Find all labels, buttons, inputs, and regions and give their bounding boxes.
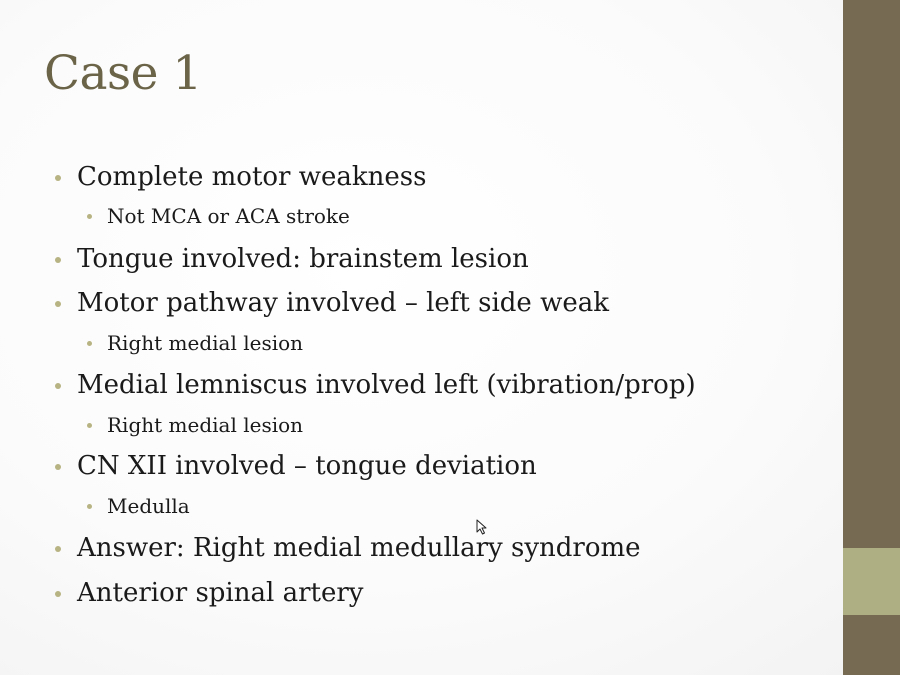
slide-title: Case 1	[44, 46, 202, 101]
bullet-text: Medulla	[107, 494, 190, 518]
bullet-item-level1	[77, 533, 641, 563]
bullet-dot-icon	[55, 383, 61, 389]
mouse-pointer-icon	[476, 519, 487, 535]
bullet-dot-icon	[55, 301, 61, 307]
bullet-dot-icon	[55, 175, 61, 181]
bullet-item-level1	[77, 244, 529, 274]
bullet-text: Answer: Right medial medullary syndrome	[77, 533, 641, 563]
bullet-dot-icon	[55, 546, 61, 552]
bullet-item-level1	[77, 162, 426, 192]
bullet-item-level2	[107, 204, 350, 228]
bullet-text: Tongue involved: brainstem lesion	[77, 244, 529, 274]
bullet-text: Medial lemniscus involved left (vibration/prop)	[77, 370, 696, 400]
bullet-text: Complete motor weakness	[77, 162, 427, 192]
bullet-item-level1	[77, 370, 696, 400]
side-accent	[843, 548, 900, 615]
bullet-item-level1	[77, 578, 363, 608]
bullet-item-level2	[107, 331, 303, 355]
bullet-item-level1	[77, 288, 609, 318]
bullet-text: CN XII involved – tongue deviation	[77, 451, 537, 481]
bullet-text: Motor pathway involved – left side weak	[77, 288, 609, 318]
bullet-dot-icon	[87, 423, 92, 428]
bullet-dot-icon	[87, 341, 92, 346]
bullet-dot-icon	[87, 504, 92, 509]
bullet-text: Not MCA or ACA stroke	[107, 204, 350, 228]
bullet-dot-icon	[55, 464, 61, 470]
bullet-text: Right medial lesion	[107, 331, 304, 355]
bullet-item-level2	[107, 413, 303, 437]
bullet-item-level1	[77, 451, 537, 481]
bullet-text: Right medial lesion	[107, 413, 304, 437]
bullet-text: Anterior spinal artery	[77, 578, 364, 608]
bullet-dot-icon	[55, 591, 61, 597]
bullet-item-level2	[107, 494, 190, 518]
bullet-dot-icon	[55, 257, 61, 263]
bullet-dot-icon	[87, 214, 92, 219]
